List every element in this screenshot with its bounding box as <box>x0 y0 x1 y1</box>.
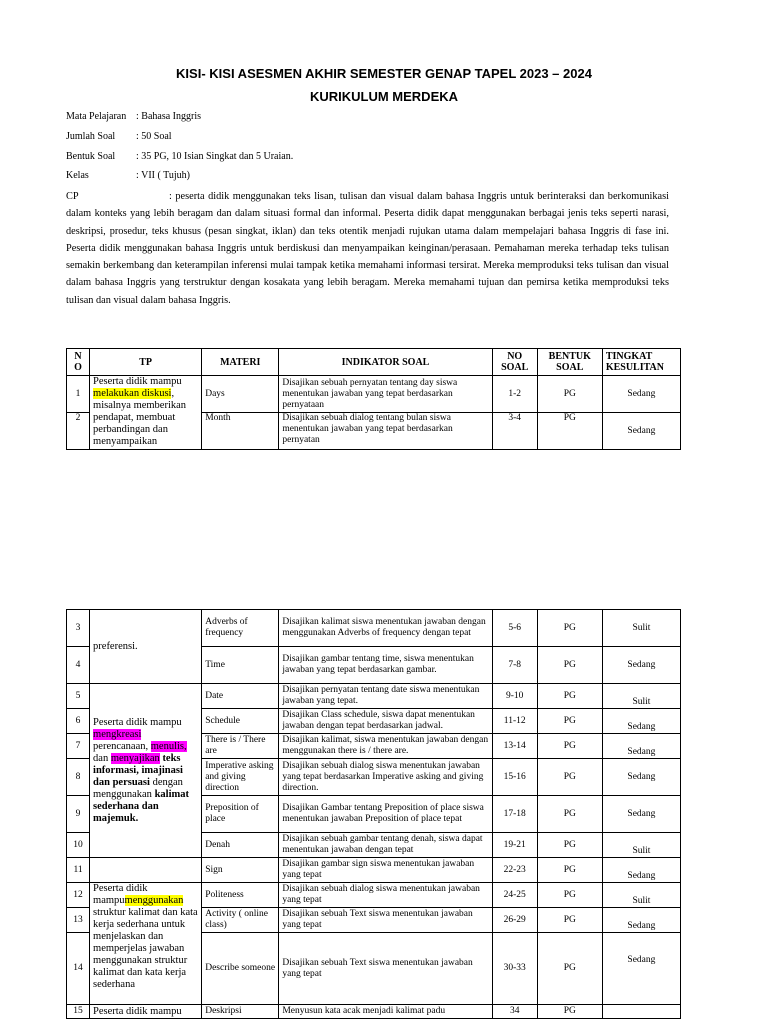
tp-cell-2a: preferensi. <box>90 610 202 684</box>
tp-cell-2b: Peserta didik mampu mengkreasi perencanaan, menulis, dan menyajikan teks informasi, imajinasi dan persuasi dengan menggunakan kalimat sederhana dan majemuk. <box>90 684 202 858</box>
table-row: 2 Month Disajikan sebuah dialog tentang bulan siswa menentukan jawaban yang tepat berdasarkan pernyatan 3-4 PG Sedang <box>67 413 681 450</box>
document-subtitle: KURIKULUM MERDEKA <box>309 89 459 104</box>
cp-paragraph <box>66 188 669 309</box>
table-row: 3 preferensi. Adverbs of frequency Disajikan kalimat siswa menentukan jawaban dengan menggunakan Adverbs of frequency dengan tepat 5-6 PG Sulit <box>67 610 681 647</box>
tp-cell-1: Peserta didik mampu melakukan diskusi, misalnya memberikan pendapat, membuat perbandingan dan menyampaikan <box>90 376 202 450</box>
table-row: 14 Describe someone Disajikan sebuah Text siswa menentukan jawaban yang tepat 30-33 PG Sedang <box>67 933 681 1005</box>
table-row: 15 Peserta didik mampu Deskripsi Menyusun kata acak menjadi kalimat padu 34 PG <box>67 1005 681 1019</box>
meta-class: Kelas : VII ( Tujuh) <box>66 170 190 181</box>
table-row: 1 Peserta didik mampu melakukan diskusi, misalnya memberikan pendapat, membuat perbandingan dan menyampaikan Days Disajikan sebuah pernyatan tentang day siswa menentukan jawaban yang tepat berdasarkan pernyataan 1-2 PG Sedang <box>67 376 681 413</box>
meta-question-count: Jumlah Soal : 50 Soal <box>66 131 172 142</box>
header-bentuk-soal: BENTUK SOAL <box>537 349 602 376</box>
document-title: KISI- KISI ASESMEN AKHIR SEMESTER GENAP TAPEL 2023 – 2024 <box>176 66 592 81</box>
header-tp: TP <box>90 349 202 376</box>
grid-table-1 <box>66 348 681 450</box>
table-row: 8 Imperative asking and giving direction Disajikan sebuah dialog siswa menentukan jawaban yang tepat berdasarkan Imperative asking and giving direction. 15-16 PG Sedang <box>67 759 681 796</box>
cp-text: : peserta didik menggunakan teks lisan, tulisan dan visual dalam bahasa Inggris untuk berinteraksi dan berkomunikasi dalam konteks yang lebih beragam dan dalam situasi formal dan informal. Peserta didik dapat menggunakan berbagai jenis teks seperti narasi, deskripsi, prosedur, teks khusus (pesan singkat, iklan) dan teks otentik menjadi rujukan utama dalam mempelajari bahasa Inggris di fase ini. Peserta didik menggunakan bahasa Inggris untuk berdiskusi dan menyampaikan keinginan/perasaan. Pemahaman mereka terhadap teks tulisan semakin berkembang dan keterampilan inferensi mulai tampak ketika memahami informasi tersirat. Mereka memproduksi teks tulisan dan visual dalam bahasa Inggris yang terstruktur dengan kosakata yang lebih beragam. Mereka memahami tujuan dan pemirsa ketika memproduksi teks tulisan dan visual dalam bahasa Inggris. <box>66 191 669 306</box>
table-row: 6 Schedule Disajikan Class schedule, siswa dapat menentukan jawaban dengan tepat berdasarkan jadwal. 11-12 PG Sedang <box>67 709 681 734</box>
cp-label: CP <box>66 191 79 202</box>
meta-question-type: Bentuk Soal : 35 PG, 10 Isian Singkat dan 5 Uraian. <box>66 151 294 162</box>
header-tingkat: TINGKAT KESULITAN <box>602 349 680 376</box>
header-indikator: INDIKATOR SOAL <box>279 349 492 376</box>
table-row: 4 Time Disajikan gambar tentang time, siswa menentukan jawaban yang tepat berdasarkan gambar. 7-8 PG Sedang <box>67 647 681 684</box>
table-row: 9 Preposition of place Disajikan Gambar tentang Preposition of place siswa menentukan jawaban Preposition of place tepat 17-18 PG Sedang <box>67 796 681 833</box>
tp-cell-3: Peserta didik mampumenggunakan struktur kalimat dan kata kerja sederhana untuk menjelaskan dan memperjelas jawaban menggunakan struktur kalimat dan kata kerja sederhana <box>90 883 202 1005</box>
grid-table-2 <box>66 609 681 1019</box>
table-row: 7 There is / There are Disajikan kalimat, siswa menentukan jawaban dengan menggunakan there is / there are. 13-14 PG Sedang <box>67 734 681 759</box>
table-row: 12 Peserta didik mampumenggunakan struktur kalimat dan kata kerja sederhana untuk menjelaskan dan memperjelas jawaban menggunakan struktur kalimat dan kata kerja sederhana Politeness Disajikan sebuah dialog siswa menentukan jawaban yang tepat 24-25 PG Sulit <box>67 883 681 908</box>
table-row: 10 Denah Disajikan sebuah gambar tentang denah, siswa dapat menentukan jawaban dengan tepat 19-21 PG Sulit <box>67 833 681 858</box>
table-row: 5 Peserta didik mampu mengkreasi perencanaan, menulis, dan menyajikan teks informasi, imajinasi dan persuasi dengan menggunakan kalimat sederhana dan majemuk. Date Disajikan pernyatan tentang date siswa menentukan jawaban yang tepat. 9-10 PG Sulit <box>67 684 681 709</box>
header-materi: MATERI <box>202 349 279 376</box>
meta-subject: Mata Pelajaran : Bahasa Inggris <box>66 111 201 122</box>
header-no-soal: NO SOAL <box>492 349 537 376</box>
header-no: N O <box>67 349 90 376</box>
table-row: 13 Activity ( online class) Disajikan sebuah Text siswa menentukan jawaban yang tepat 26-29 PG Sedang <box>67 908 681 933</box>
table-row: 11 Sign Disajikan gambar sign siswa menentukan jawaban yang tepat 22-23 PG Sedang <box>67 858 681 883</box>
